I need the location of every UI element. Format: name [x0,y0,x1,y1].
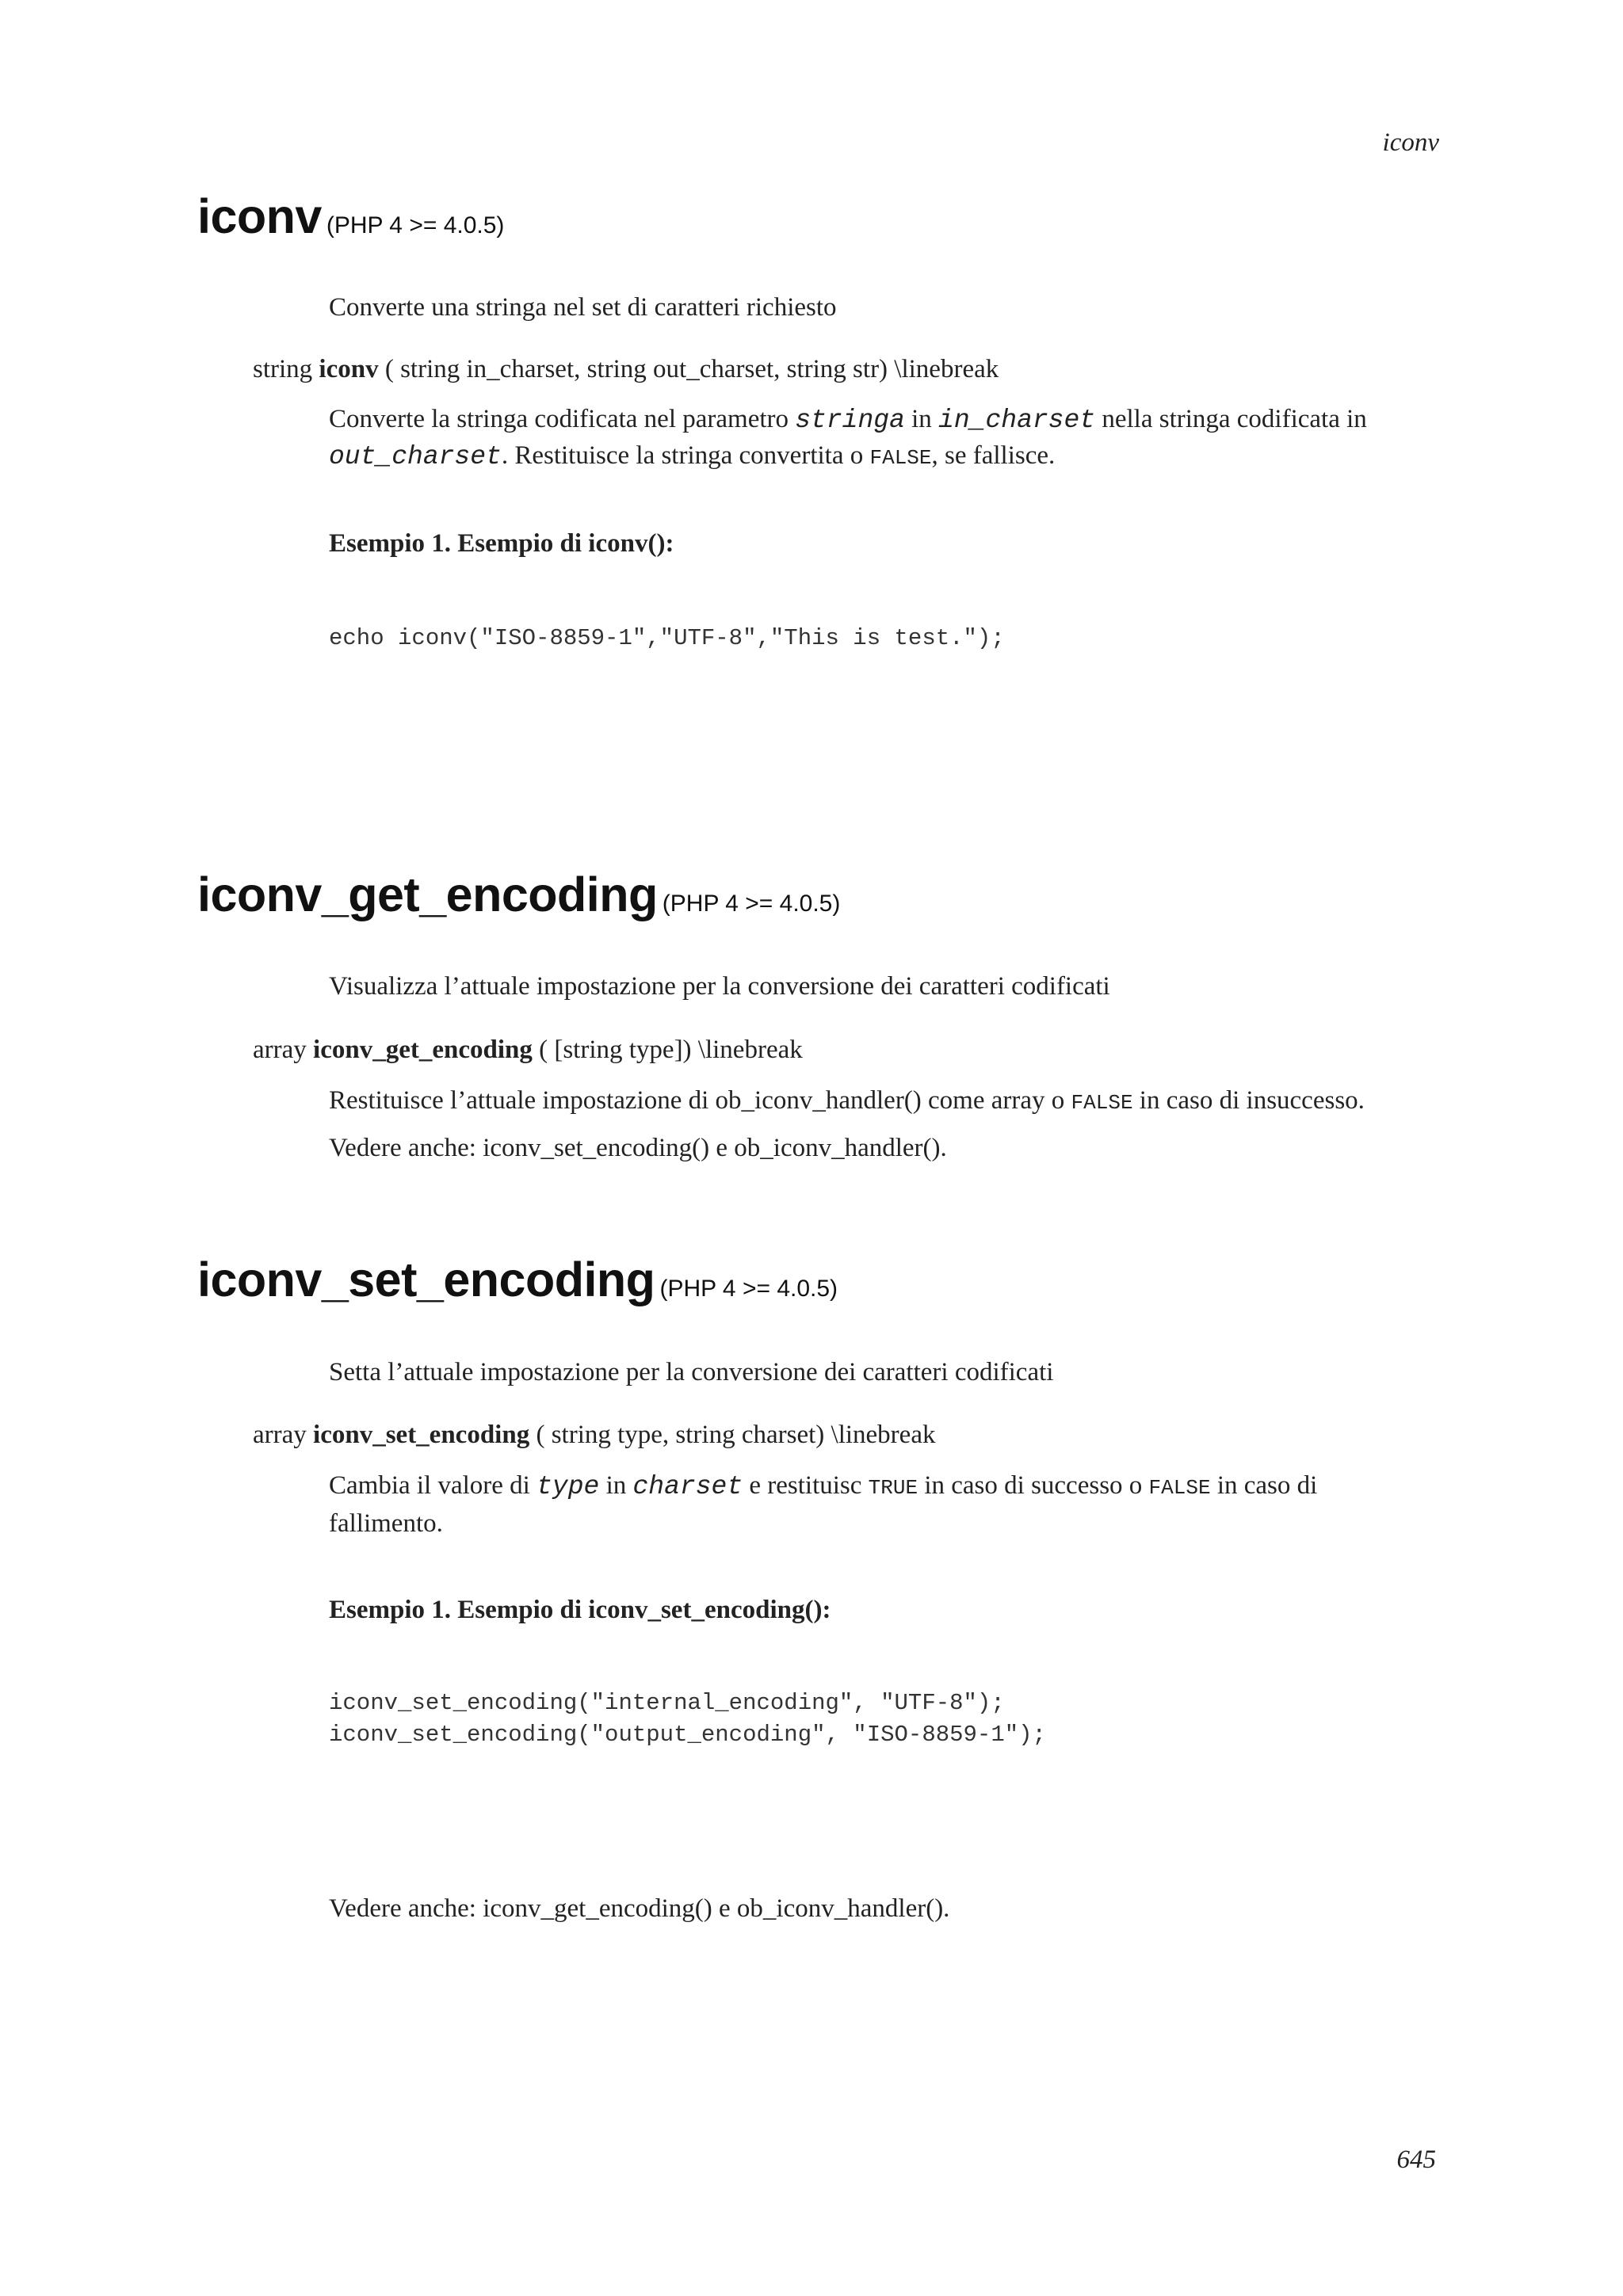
see-also: Vedere anche: iconv_get_encoding() e ob_iconv_handler(). [329,1894,950,1923]
parameter-ref: out_charset [329,442,502,471]
text: , se fallisce. [931,441,1056,470]
function-synopsis [253,1421,935,1450]
parameter-list: ( string in_charset, string out_charset, string str) \linebreak [384,355,999,383]
text: in [605,1471,627,1500]
parameter-list: ( string type, string charset) \linebreak [536,1421,936,1449]
example-title: Esempio 1. Esempio di iconv(): [329,529,674,558]
parameter-ref: charset [632,1472,743,1501]
version-note: (PHP 4 >= 4.0.5) [326,212,505,238]
section-title-iconv-set-encoding [197,1253,838,1306]
function-name: iconv_set_encoding [313,1421,530,1449]
page-number: 645 [1396,2145,1436,2174]
constant: FALSE [1071,1091,1133,1115]
version-note: (PHP 4 >= 4.0.5) [659,1276,838,1302]
running-header: iconv [1382,128,1439,157]
parameter-ref: in_charset [938,406,1096,435]
version-note: (PHP 4 >= 4.0.5) [662,891,841,917]
see-also: Vedere anche: iconv_set_encoding() e ob_iconv_handler(). [329,1134,947,1162]
text: nella stringa codificata in [1102,405,1367,433]
function-name: iconv_get_encoding [313,1035,533,1064]
section-title-iconv [197,189,505,243]
code-line: iconv_set_encoding("output_encoding", "ISO-8859-1"); [329,1722,1046,1748]
code-example [329,1688,1046,1751]
function-name: iconv [197,189,322,243]
example-title: Esempio 1. Esempio di iconv_set_encoding(): [329,1596,831,1624]
purpose-text: Setta l’attuale impostazione per la conversione dei caratteri codificati [329,1358,1054,1386]
description-paragraph [329,402,1430,476]
text: Cambia il valore di [329,1471,530,1500]
constant: TRUE [868,1476,918,1500]
function-synopsis [253,355,999,384]
text: . Restituisce la stringa convertita o [501,441,864,470]
function-synopsis [253,1035,803,1065]
return-type: array [253,1421,307,1449]
return-type: array [253,1035,307,1064]
section-title-iconv-get-encoding [197,868,841,921]
code-line: iconv_set_encoding("internal_encoding", "UTF-8"); [329,1690,1005,1716]
code-line: echo iconv("ISO-8859-1","UTF-8","This is test."); [329,625,1005,651]
text: in caso di fallimento. [329,1471,1318,1538]
text: e restituisc [749,1471,862,1500]
text: Converte la stringa codificata nel parametro [329,405,789,433]
parameter-list: ( [string type]) \linebreak [539,1035,803,1064]
code-example [329,623,1005,654]
text: in [911,405,932,433]
function-name: iconv [319,355,379,383]
parameter-ref: stringa [795,406,905,435]
constant: FALSE [869,446,932,470]
description-paragraph [329,1468,1430,1542]
text: Restituisce l’attuale impostazione di ob_iconv_handler() come array o [329,1086,1065,1115]
constant: FALSE [1148,1476,1211,1500]
return-type: string [253,355,313,383]
text: in caso di insuccesso. [1139,1086,1365,1115]
purpose-text: Visualizza l’attuale impostazione per la conversione dei caratteri codificati [329,972,1110,1001]
function-name: iconv_set_encoding [197,1253,655,1306]
description-paragraph [329,1083,1430,1121]
purpose-text: Converte una stringa nel set di caratteri richiesto [329,293,837,322]
parameter-ref: type [537,1472,600,1501]
function-name: iconv_get_encoding [197,868,658,921]
text: in caso di successo o [924,1471,1143,1500]
